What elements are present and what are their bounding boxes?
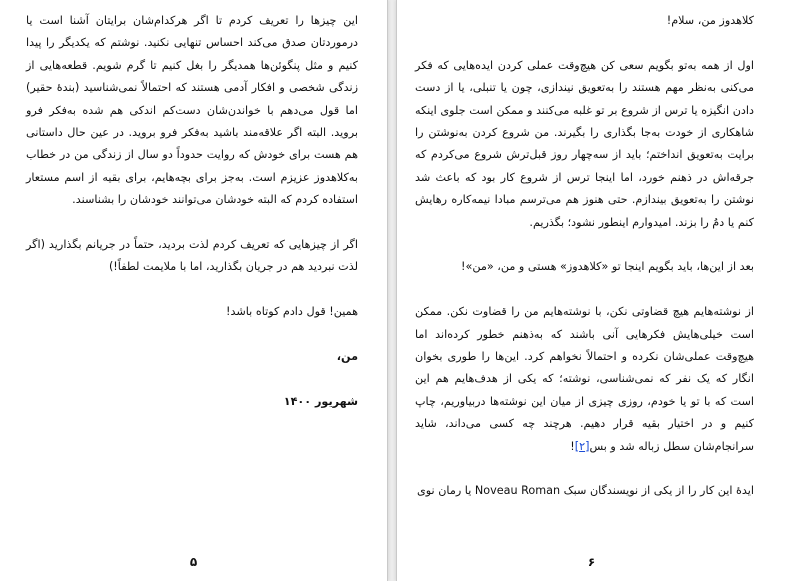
footnote-term: Noveau Roman <box>474 484 561 498</box>
left-page-content <box>0 0 387 413</box>
right-paragraph-3 <box>415 301 754 458</box>
right-paragraph-3-text: از نوشته‌هایم هیچ قضاوتی نکن، با نوشته‌هایم من را قضاوت نکن. ممکن است خیلی‌هایش فکرهایی آنی باشند که به‌ذهنم خطور کرده‌اند اما هیچ‌وقت عملی‌شان نکرده و احتمالاً نخواهم کرد. این‌ها را طوری بخوان انگار که یک نفر که نمی‌شناسی، نوشته؛ که یکی از هدف‌هایم هم این است که با تو یا خودم، روزی چیزی از میان این نوشته‌ها دربیاوریم، چاپ کنیم و در اختیار بقیه قرار دهیم. هرچند چه کسی می‌داند، شاید سرانجام‌شان سطل زباله شد و بس <box>415 305 754 453</box>
page-number-left: ۵ <box>189 555 198 569</box>
right-paragraph-1: اول از همه به‌تو بگویم سعی کن هیچ‌وقت عملی کردن ایده‌هایی که فکر می‌کنی به‌نظر مهم هستند را به‌تعویق نیندازی، چون یا تنبلی، یا از دست دادن انگیزه یا ترس از شروع بر تو غلبه می‌کنند و ممکن است جلوی اینکه شاهکاری از خودت به‌جا بگذاری را بگیرند. من شروع کردن به‌نوشتن را برایت به‌تعویق انداختم؛ باید از سه‌چهار روز قبل‌ترش شروع می‌کردم که جرقه‌اش در ذهنم خورد، اما اینجا ترس از شروع کار بود که باعث شد نوشتن را به‌تعویق بیندازم. حتی هنوز هم می‌ترسم مبادا نیمه‌کاره رهایش کنم یا دمُ را بزند. امیدوارم اینطور نشود؛ بگذریم. <box>415 58 754 229</box>
footnote-before: ایدهٔ این کار را از یکی از نویسندگان سبک <box>560 484 754 498</box>
left-page <box>0 0 388 581</box>
signature: من، <box>336 350 358 364</box>
right-page-content <box>397 0 786 503</box>
footnote-after: یا رمان نوی <box>417 484 475 498</box>
right-page <box>396 0 786 581</box>
greeting: کلاهدوز من، سلام! <box>666 14 754 27</box>
left-paragraph-1: این چیزها را تعریف کردم تا اگر هرکدام‌شان برایتان آشنا است یا درموردتان صدق می‌کند احساس تنهایی نکنید. نوشتم که یکدیگر را پیدا کنیم و مثل پنگوئن‌ها همدیگر را بغل کنیم تا گرم شویم. قطعه‌هایی از زندگی شخصی و افکار آدمی هستند که احتمالاً نمی‌شناسید (بندهٔ حقیر) اما قول می‌دهم با خواندن‌شان دست‌کم اندکی هم شده به‌فکر فرو بروید. البته اگر علاقه‌مند باشید به‌فکر فرو بروید. در عین حال داستانی هم هست برای خودش که روایت حدوداً دو سال از زندگی من در خطاب به‌کلاهدوز عزیزم است. به‌جز برای بچه‌هایم، برای بقیه از اسم مستعار استفاده کردم که البته خودشان می‌توانند خودشان را بشناسند. <box>26 14 358 207</box>
right-paragraph-2: بعد از این‌ها، باید بگویم اینجا تو «کلاهدوز» هستی و من، «من»! <box>461 260 754 274</box>
right-paragraph-3-end: ! <box>570 439 575 453</box>
footnote-link[interactable]: [۲] <box>574 439 590 453</box>
page-number-right: ۶ <box>587 555 596 569</box>
left-paragraph-2: اگر از چیزهایی که تعریف کردم لذت بردید، حتماً در جریانم بگذارید (اگر لذت نبردید هم در جریان بگذارید، اما با ملایمت لطفاً!) <box>26 238 358 274</box>
date: شهریور ۱۴۰۰ <box>283 394 358 408</box>
left-paragraph-3: همین! قول دادم کوتاه باشد! <box>226 305 358 319</box>
footnote-text <box>415 480 754 502</box>
